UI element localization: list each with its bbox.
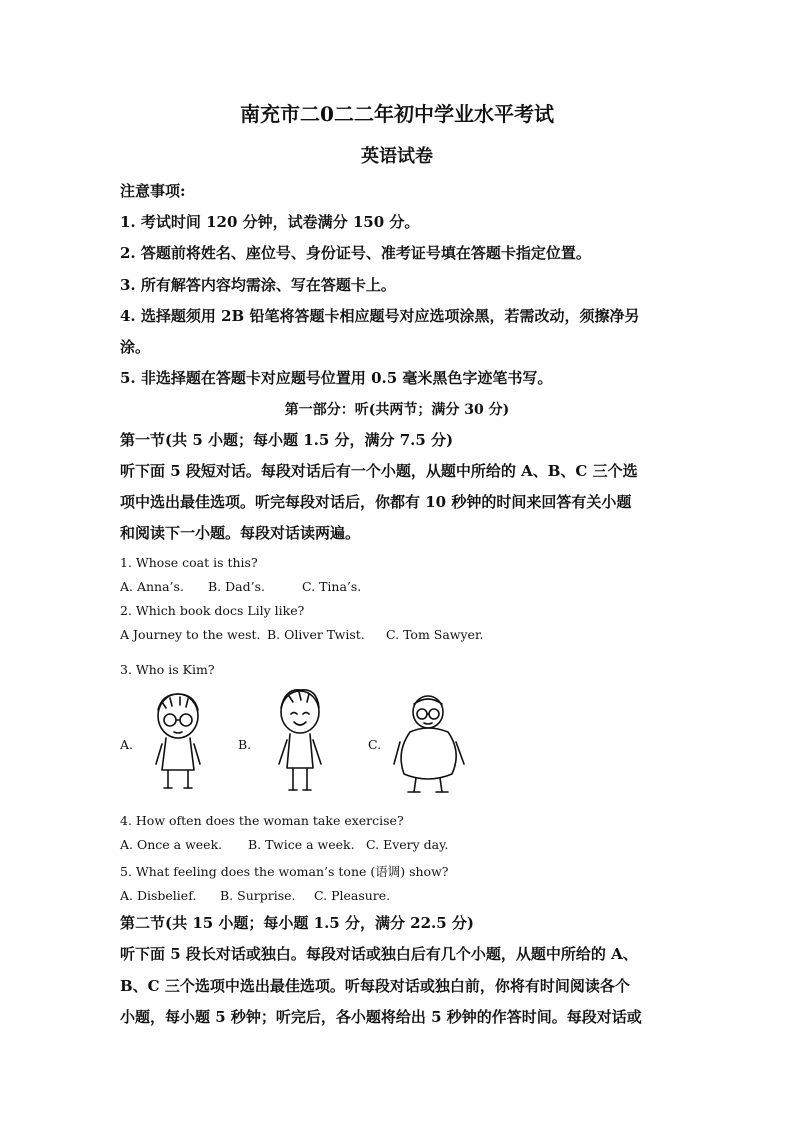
question-1-option-c: C. Tina’s. [302,579,362,594]
question-2: 2. Which book docs Lily like? [120,603,305,618]
question-2-option-c: C. Tom Sawyer. [386,627,484,642]
question-5: 5. What feeling does the woman’s tone (语调) show? [120,864,449,879]
question-5-option-b: B. Surprise. [220,888,296,903]
section2-heading: 第二节(共 15 小题；每小题 1.5 分，满分 22.5 分) [120,914,475,932]
section1-instructions-line2: 项中选出最佳选项。听完每段对话后，你都有 10 秒钟的时间来回答有关小题 [120,493,632,511]
note-item-1: 1. 考试时间 120 分钟，试卷满分 150 分。 [120,213,420,231]
question-3: 3. Who is Kim? [120,662,215,677]
question-2-option-b: B. Oliver Twist. [267,627,365,642]
question-3-option-b: B. [238,737,252,752]
section1-instructions-line1: 听下面 5 段短对话。每段对话后有一个小题，从题中所给的 A、B、C 三个选 [120,462,638,480]
note-item-2: 2. 答题前将姓名、座位号、身份证号、准考证号填在答题卡指定位置。 [120,244,591,262]
question-5-option-a: A. Disbelief. [120,888,197,903]
section2-instructions-line3: 小题，每小题 5 秒钟；听完后，各小题将给出 5 秒钟的作答时间。每段对话或 [120,1008,642,1026]
picture-smiling-boy [265,684,335,802]
exam-subtitle: 英语试卷 [361,146,433,167]
section1-heading: 第一节(共 5 小题；每小题 1.5 分，满分 7.5 分) [120,431,454,449]
section2-instructions-line2: B、C 三个选项中选出最佳选项。听每段对话或独白前，你将有时间阅读各个 [120,977,630,995]
notes-heading: 注意事项: [120,182,186,200]
question-3-option-c: C. [368,737,382,752]
note-item-3: 3. 所有解答内容均需涂、写在答题卡上。 [120,276,396,294]
question-2-option-a: A Journey to the west. [120,627,261,642]
note-item-4: 4. 选择题须用 2B 铅笔将答题卡相应题号对应选项涂黑，若需改动，须擦净另 [120,307,640,325]
question-4: 4. How often does the woman take exercise? [120,813,404,828]
question-4-option-a: A. Once a week. [120,837,223,852]
note-item-5: 5. 非选择题在答题卡对应题号位置用 0.5 毫米黑色字迹笔书写。 [120,369,553,387]
question-1: 1. Whose coat is this? [120,555,258,570]
section1-instructions-line3: 和阅读下一小题。每段对话读两遍。 [120,524,361,542]
question-5-option-c: C. Pleasure. [314,888,391,903]
question-3-option-a: A. [120,737,134,752]
question-1-option-b: B. Dad’s. [208,579,265,594]
question-4-option-b: B. Twice a week. [248,837,355,852]
question-1-option-a: A. Anna’s. [120,579,184,594]
question-4-option-c: C. Every day. [366,837,449,852]
picture-boy-with-glasses [140,688,210,798]
part1-heading: 第一部分：听(共两节；满分 30 分) [284,402,510,418]
section2-instructions-line1: 听下面 5 段长对话或独白。每段对话或独白后有几个小题，从题中所给的 A、 [120,945,638,963]
picture-man-with-glasses [390,692,470,800]
exam-title: 南充市二0二二年初中学业水平考试 [240,102,554,126]
note-item-4-continued: 涂。 [120,338,151,356]
